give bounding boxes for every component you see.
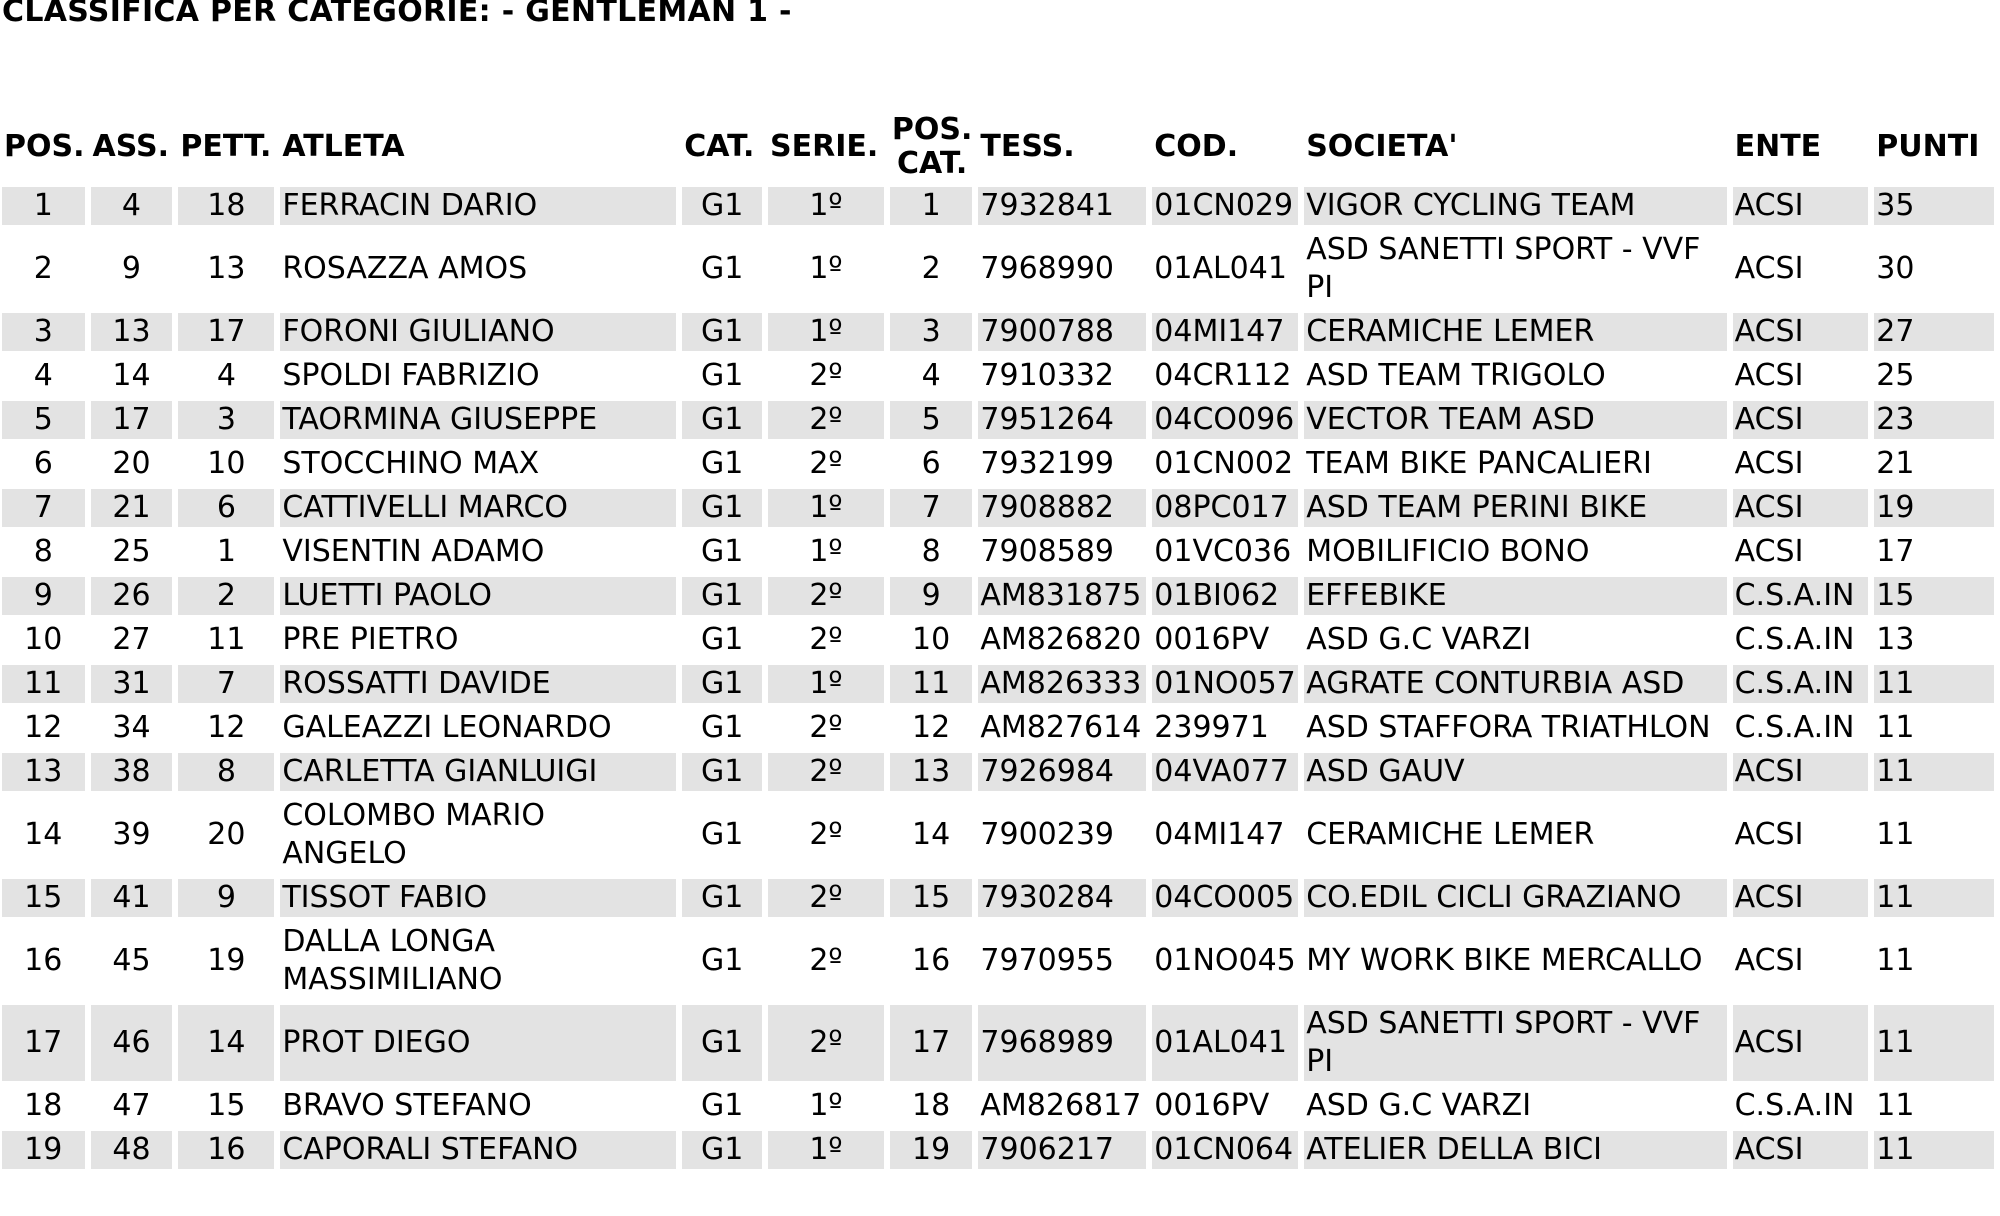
cell-pos: 12 — [24, 710, 63, 745]
cell-pett: 2 — [178, 577, 274, 615]
cell-atleta: TISSOT FABIO — [280, 879, 676, 917]
table-row — [2, 879, 1994, 917]
cell-pos-cat: 9 — [890, 577, 973, 615]
cell-cat: G1 — [682, 489, 762, 527]
cell-ass: 34 — [112, 710, 151, 745]
cell-ass: 38 — [91, 753, 173, 791]
cell-serie: 1º — [768, 187, 884, 225]
cell-pos: 5 — [2, 401, 85, 439]
cell-serie: 2º — [809, 817, 843, 852]
cell-ass: 21 — [91, 489, 173, 527]
cell-cod: 239971 — [1154, 710, 1269, 745]
cell-cat: G1 — [682, 401, 762, 439]
table-header-row — [2, 113, 1994, 181]
cell-pett: 4 — [216, 358, 236, 393]
cell-atleta: BRAVO STEFANO — [282, 1088, 532, 1123]
cell-cat: G1 — [700, 817, 744, 852]
table-row — [2, 923, 1994, 999]
table-row — [2, 1131, 1994, 1169]
cell-pett: 13 — [207, 251, 246, 286]
col-header-tess: TESS. — [980, 129, 1075, 164]
cell-ass: 39 — [112, 817, 151, 852]
cell-societa: ASD SANETTI SPORT - VVF PI — [1304, 1005, 1726, 1081]
results-body — [2, 187, 1994, 1169]
cell-ente: ACSI — [1733, 401, 1869, 439]
cell-societa: ASD TEAM PERINI BIKE — [1304, 489, 1726, 527]
cell-ente: ACSI — [1733, 187, 1869, 225]
cell-cat: G1 — [682, 187, 762, 225]
cell-cat: G1 — [700, 622, 744, 657]
cell-cod: 01BI062 — [1152, 577, 1298, 615]
cell-tess: 7968990 — [980, 251, 1114, 286]
cell-cod: 0016PV — [1154, 1088, 1270, 1123]
cell-serie: 1º — [768, 1131, 884, 1169]
cell-pett: 12 — [207, 710, 246, 745]
cell-punti: 11 — [1874, 753, 1994, 791]
table-row — [2, 797, 1994, 873]
cell-tess: AM826817 — [980, 1088, 1142, 1123]
cell-pett: 9 — [178, 879, 274, 917]
cell-cat: G1 — [682, 879, 762, 917]
cell-punti: 30 — [1876, 251, 1915, 286]
cell-tess: 7932199 — [980, 446, 1114, 481]
cell-pett: 15 — [207, 1088, 246, 1123]
cell-ass: 26 — [91, 577, 173, 615]
cell-societa: ASD SANETTI SPORT - VVF PI — [1306, 232, 1701, 305]
cell-serie: 1º — [809, 1088, 843, 1123]
cell-ass: 17 — [91, 401, 173, 439]
col-header-pett: PETT. — [180, 129, 272, 164]
col-header-pos: POS. — [4, 129, 85, 164]
cell-ente: ACSI — [1733, 313, 1869, 351]
cell-tess: AM831875 — [978, 577, 1146, 615]
cell-ass: 45 — [112, 943, 151, 978]
cell-punti: 17 — [1876, 534, 1915, 569]
table-row — [2, 709, 1994, 747]
col-header-serie: SERIE. — [770, 129, 879, 164]
cell-societa: TEAM BIKE PANCALIERI — [1306, 446, 1652, 481]
cell-societa: CERAMICHE LEMER — [1304, 313, 1726, 351]
cell-societa: CO.EDIL CICLI GRAZIANO — [1304, 879, 1726, 917]
cell-cod: 01CN002 — [1154, 446, 1294, 481]
cell-ente: ACSI — [1733, 489, 1869, 527]
cell-punti: 15 — [1874, 577, 1994, 615]
cell-punti: 13 — [1876, 622, 1915, 657]
cell-tess: AM827614 — [980, 710, 1142, 745]
cell-ente: C.S.A.IN — [1734, 622, 1855, 657]
cell-societa: ATELIER DELLA BICI — [1304, 1131, 1726, 1169]
cell-serie: 1º — [768, 489, 884, 527]
cell-tess: 7930284 — [978, 879, 1146, 917]
cell-pos-cat: 13 — [890, 753, 973, 791]
cell-pos-cat: 14 — [912, 817, 951, 852]
cell-pos-cat: 4 — [921, 358, 941, 393]
cell-societa: ASD TEAM TRIGOLO — [1306, 358, 1606, 393]
cell-punti: 23 — [1874, 401, 1994, 439]
table-row — [2, 489, 1994, 527]
cell-atleta: PROT DIEGO — [280, 1005, 676, 1081]
cell-cat: G1 — [700, 251, 744, 286]
cell-pos-cat: 5 — [890, 401, 973, 439]
cell-pos-cat: 7 — [890, 489, 973, 527]
cell-ente: ACSI — [1734, 251, 1804, 286]
cell-ente: ACSI — [1733, 1005, 1869, 1081]
cell-ente: ACSI — [1733, 1131, 1869, 1169]
cell-ass: 27 — [112, 622, 151, 657]
cell-punti: 25 — [1876, 358, 1915, 393]
cell-serie: 2º — [768, 401, 884, 439]
cell-atleta: CATTIVELLI MARCO — [280, 489, 676, 527]
cell-ass: 9 — [121, 251, 141, 286]
cell-tess: 7951264 — [978, 401, 1146, 439]
table-row — [2, 445, 1994, 483]
cell-atleta: GALEAZZI LEONARDO — [282, 710, 612, 745]
cell-ass: 25 — [112, 534, 151, 569]
cell-pos: 11 — [2, 665, 85, 703]
cell-pett: 7 — [178, 665, 274, 703]
table-row — [2, 533, 1994, 571]
cell-atleta: STOCCHINO MAX — [282, 446, 540, 481]
cell-punti: 11 — [1876, 943, 1915, 978]
cell-serie: 1º — [809, 251, 843, 286]
cell-serie: 2º — [809, 710, 843, 745]
cell-punti: 35 — [1874, 187, 1994, 225]
cell-tess: 7932841 — [978, 187, 1146, 225]
cell-ente: C.S.A.IN — [1733, 577, 1869, 615]
cell-cod: 01CN029 — [1152, 187, 1298, 225]
page-title: CLASSIFICA PER CATEGORIE: - GENTLEMAN 1 - — [2, 0, 792, 29]
table-row — [2, 401, 1994, 439]
cell-societa: AGRATE CONTURBIA ASD — [1304, 665, 1726, 703]
cell-pos-cat: 1 — [890, 187, 973, 225]
cell-tess: 7900239 — [980, 817, 1114, 852]
cell-ass: 14 — [112, 358, 151, 393]
cell-societa: EFFEBIKE — [1304, 577, 1726, 615]
cell-pos-cat: 16 — [912, 943, 951, 978]
cell-societa: VIGOR CYCLING TEAM — [1304, 187, 1726, 225]
cell-ente: ACSI — [1734, 817, 1804, 852]
cell-tess: AM826333 — [978, 665, 1146, 703]
cell-atleta: ROSSATTI DAVIDE — [280, 665, 676, 703]
col-header-pos-cat-line1: POS. — [891, 112, 973, 147]
cell-pos-cat: 18 — [912, 1088, 951, 1123]
cell-cod: 01AL041 — [1154, 251, 1287, 286]
cell-atleta: VISENTIN ADAMO — [282, 534, 545, 569]
cell-pos-cat: 17 — [890, 1005, 973, 1081]
cell-cod: 01VC036 — [1154, 534, 1292, 569]
cell-pett: 14 — [178, 1005, 274, 1081]
cell-pos-cat: 3 — [890, 313, 973, 351]
cell-cod: 04MI147 — [1154, 817, 1285, 852]
results-table — [0, 107, 2000, 1175]
cell-serie: 2º — [809, 358, 843, 393]
cell-societa: VECTOR TEAM ASD — [1304, 401, 1726, 439]
cell-ass: 47 — [112, 1088, 151, 1123]
cell-tess: 7908882 — [978, 489, 1146, 527]
cell-cat: G1 — [700, 534, 744, 569]
cell-ass: 46 — [91, 1005, 173, 1081]
cell-cod: 01AL041 — [1152, 1005, 1298, 1081]
cell-tess: 7906217 — [978, 1131, 1146, 1169]
cell-pett: 1 — [216, 534, 236, 569]
table-row — [2, 577, 1994, 615]
cell-pos: 8 — [33, 534, 53, 569]
cell-ente: C.S.A.IN — [1734, 710, 1855, 745]
cell-ente: ACSI — [1734, 943, 1804, 978]
cell-societa: MOBILIFICIO BONO — [1306, 534, 1590, 569]
cell-serie: 2º — [768, 577, 884, 615]
cell-serie: 1º — [768, 313, 884, 351]
col-header-pos-cat-line2: CAT. — [897, 146, 968, 181]
cell-ente: ACSI — [1734, 534, 1804, 569]
cell-cat: G1 — [682, 313, 762, 351]
cell-ente: ACSI — [1734, 358, 1804, 393]
table-row — [2, 665, 1994, 703]
cell-cat: G1 — [700, 446, 744, 481]
cell-cod: 08PC017 — [1152, 489, 1298, 527]
cell-pett: 10 — [207, 446, 246, 481]
cell-pos-cat: 10 — [912, 622, 951, 657]
cell-serie: 2º — [768, 753, 884, 791]
cell-ente: C.S.A.IN — [1734, 1088, 1855, 1123]
cell-ass: 41 — [91, 879, 173, 917]
cell-cat: G1 — [700, 1088, 744, 1123]
cell-cat: G1 — [682, 577, 762, 615]
cell-cat: G1 — [682, 753, 762, 791]
cell-cod: 0016PV — [1154, 622, 1270, 657]
cell-cod: 01NO045 — [1154, 943, 1296, 978]
cell-serie: 2º — [809, 446, 843, 481]
col-header-societa: SOCIETA' — [1306, 129, 1458, 164]
cell-cat: G1 — [700, 358, 744, 393]
cell-ente: ACSI — [1733, 753, 1869, 791]
cell-cod: 04CO096 — [1152, 401, 1298, 439]
cell-tess: AM826820 — [980, 622, 1142, 657]
cell-cat: G1 — [700, 710, 744, 745]
cell-pos-cat: 6 — [921, 446, 941, 481]
cell-pett: 8 — [178, 753, 274, 791]
cell-pos-cat: 11 — [890, 665, 973, 703]
cell-pett: 6 — [178, 489, 274, 527]
cell-societa: ASD STAFFORA TRIATHLON — [1306, 710, 1711, 745]
table-row — [2, 357, 1994, 395]
cell-serie: 1º — [809, 534, 843, 569]
cell-cod: 04MI147 — [1152, 313, 1298, 351]
cell-societa: ASD GAUV — [1304, 753, 1726, 791]
cell-pos: 4 — [33, 358, 53, 393]
cell-serie: 2º — [768, 1005, 884, 1081]
cell-pos: 3 — [2, 313, 85, 351]
cell-pos: 15 — [2, 879, 85, 917]
cell-pos: 1 — [2, 187, 85, 225]
table-row — [2, 187, 1994, 225]
cell-pos: 6 — [33, 446, 53, 481]
cell-pos: 16 — [24, 943, 63, 978]
cell-pos: 2 — [33, 251, 53, 286]
cell-societa: ASD G.C VARZI — [1306, 622, 1532, 657]
cell-pos: 19 — [2, 1131, 85, 1169]
cell-serie: 2º — [768, 879, 884, 917]
cell-ass: 4 — [91, 187, 173, 225]
cell-pos: 14 — [24, 817, 63, 852]
col-header-cat: CAT. — [684, 129, 755, 164]
cell-pett: 16 — [178, 1131, 274, 1169]
cell-punti: 27 — [1874, 313, 1994, 351]
cell-pett: 19 — [207, 943, 246, 978]
cell-cod: 04VA077 — [1152, 753, 1298, 791]
cell-tess: 7970955 — [980, 943, 1114, 978]
cell-atleta: SPOLDI FABRIZIO — [282, 358, 540, 393]
cell-societa: MY WORK BIKE MERCALLO — [1306, 943, 1703, 978]
cell-pos-cat: 19 — [890, 1131, 973, 1169]
cell-ass: 13 — [91, 313, 173, 351]
cell-ente: ACSI — [1733, 879, 1869, 917]
cell-cat: G1 — [682, 1131, 762, 1169]
cell-atleta: ROSAZZA AMOS — [282, 251, 528, 286]
cell-ass: 31 — [91, 665, 173, 703]
table-row — [2, 1005, 1994, 1081]
cell-punti: 11 — [1876, 817, 1915, 852]
cell-pett: 20 — [207, 817, 246, 852]
cell-pos-cat: 15 — [890, 879, 973, 917]
col-header-atleta: ATLETA — [282, 129, 405, 164]
cell-punti: 11 — [1874, 1005, 1994, 1081]
cell-pett: 11 — [207, 622, 246, 657]
cell-punti: 11 — [1874, 1131, 1994, 1169]
cell-pos: 10 — [24, 622, 63, 657]
cell-pett: 3 — [178, 401, 274, 439]
table-row — [2, 313, 1994, 351]
cell-pos: 13 — [2, 753, 85, 791]
cell-punti: 11 — [1874, 879, 1994, 917]
cell-atleta: FERRACIN DARIO — [280, 187, 676, 225]
cell-atleta: DALLA LONGA MASSIMILIANO — [282, 924, 503, 997]
col-header-pos-cat — [890, 113, 973, 181]
cell-pos: 9 — [2, 577, 85, 615]
col-header-ass: ASS. — [92, 129, 169, 164]
cell-ass: 20 — [112, 446, 151, 481]
cell-tess: 7900788 — [978, 313, 1146, 351]
cell-cod: 01CN064 — [1152, 1131, 1298, 1169]
cell-cat: G1 — [682, 1005, 762, 1081]
col-header-cod: COD. — [1154, 129, 1239, 164]
cell-pett: 18 — [178, 187, 274, 225]
cell-atleta: PRE PIETRO — [282, 622, 459, 657]
cell-ente: C.S.A.IN — [1733, 665, 1869, 703]
cell-pos-cat: 2 — [921, 251, 941, 286]
cell-tess: 7926984 — [978, 753, 1146, 791]
table-row — [2, 753, 1994, 791]
cell-atleta: COLOMBO MARIO ANGELO — [282, 798, 545, 871]
cell-atleta: FORONI GIULIANO — [280, 313, 676, 351]
cell-cod: 04CO005 — [1152, 879, 1298, 917]
cell-pos: 17 — [2, 1005, 85, 1081]
table-row — [2, 1087, 1994, 1125]
cell-cat: G1 — [700, 943, 744, 978]
cell-pos-cat: 8 — [921, 534, 941, 569]
cell-tess: 7910332 — [980, 358, 1114, 393]
cell-tess: 7968989 — [978, 1005, 1146, 1081]
col-header-punti: PUNTI — [1876, 129, 1980, 164]
table-row — [2, 621, 1994, 659]
cell-societa: CERAMICHE LEMER — [1306, 817, 1595, 852]
cell-pos: 7 — [2, 489, 85, 527]
cell-atleta: LUETTI PAOLO — [280, 577, 676, 615]
cell-punti: 11 — [1876, 710, 1915, 745]
cell-cod: 01NO057 — [1152, 665, 1298, 703]
cell-cod: 04CR112 — [1154, 358, 1292, 393]
cell-serie: 1º — [768, 665, 884, 703]
cell-cat: G1 — [682, 665, 762, 703]
cell-serie: 2º — [809, 943, 843, 978]
table-row — [2, 231, 1994, 307]
cell-pos: 18 — [24, 1088, 63, 1123]
cell-punti: 11 — [1876, 1088, 1915, 1123]
cell-societa: ASD G.C VARZI — [1306, 1088, 1532, 1123]
cell-atleta: CARLETTA GIANLUIGI — [280, 753, 676, 791]
cell-punti: 21 — [1876, 446, 1915, 481]
cell-ente: ACSI — [1734, 446, 1804, 481]
cell-pett: 17 — [178, 313, 274, 351]
cell-ass: 48 — [91, 1131, 173, 1169]
cell-punti: 11 — [1874, 665, 1994, 703]
cell-atleta: TAORMINA GIUSEPPE — [280, 401, 676, 439]
cell-tess: 7908589 — [980, 534, 1114, 569]
cell-serie: 2º — [809, 622, 843, 657]
cell-atleta: CAPORALI STEFANO — [280, 1131, 676, 1169]
col-header-ente: ENTE — [1734, 129, 1822, 164]
cell-punti: 19 — [1874, 489, 1994, 527]
cell-pos-cat: 12 — [912, 710, 951, 745]
